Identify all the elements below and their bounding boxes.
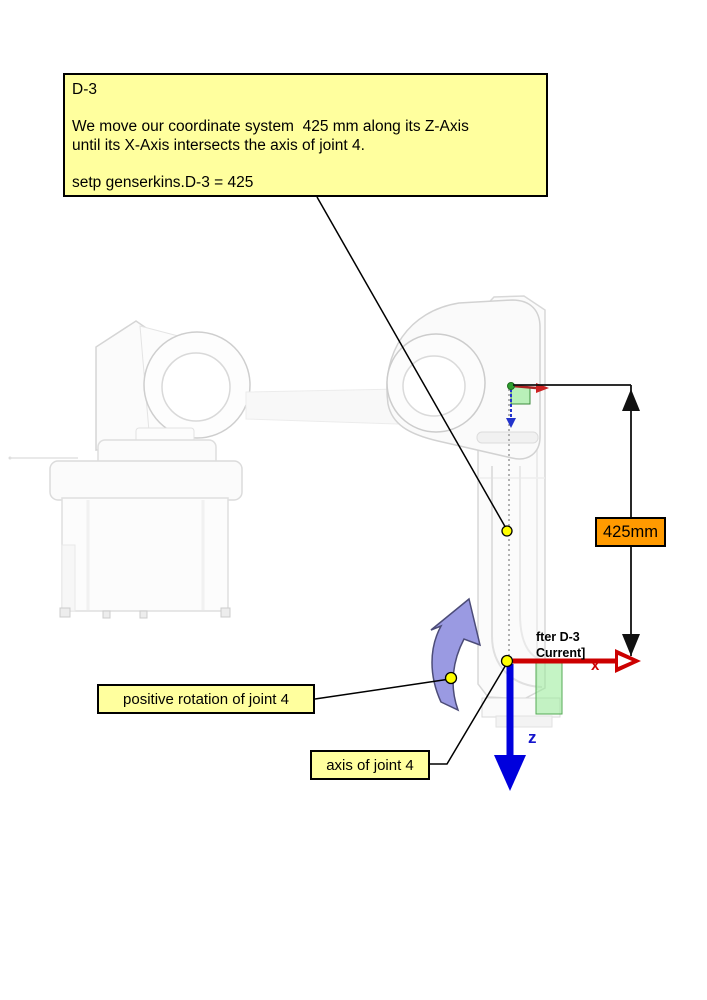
dimension-arrowhead-up-icon [622, 389, 640, 411]
frame-caption-line1: fter D-3 [536, 630, 580, 644]
rotation-marker-dot [446, 673, 457, 684]
z-axis-arrowhead-icon [494, 755, 526, 791]
d3-callout [63, 73, 548, 197]
x-axis-label: x [591, 657, 600, 674]
frame-caption-line2: Current] [536, 646, 586, 660]
joint4-origin-dot [502, 656, 513, 667]
callout-command: setp genserkins.D-3 = 425 [72, 174, 254, 191]
dimension-arrowhead-down-icon [622, 634, 640, 656]
frame-caption [536, 629, 585, 661]
d3-point-dot [502, 526, 512, 536]
frame-plane-square [536, 662, 562, 714]
dimension-label: 425mm [595, 517, 666, 547]
axis-of-joint4-label: axis of joint 4 [310, 750, 430, 780]
positive-rotation-label: positive rotation of joint 4 [97, 684, 315, 714]
z-axis-label: z [528, 728, 537, 747]
callout-body-line1: We move our coordinate system 425 mm along its Z-Axis [72, 118, 469, 135]
callout-title: D-3 [72, 81, 97, 98]
positive-rotation-arrow-icon [431, 599, 480, 710]
upper-arm [246, 389, 398, 424]
floor-line [9, 457, 79, 460]
robot-render [50, 296, 560, 727]
callout-body-line2: until its X-Axis intersects the axis of joint 4. [72, 137, 365, 154]
